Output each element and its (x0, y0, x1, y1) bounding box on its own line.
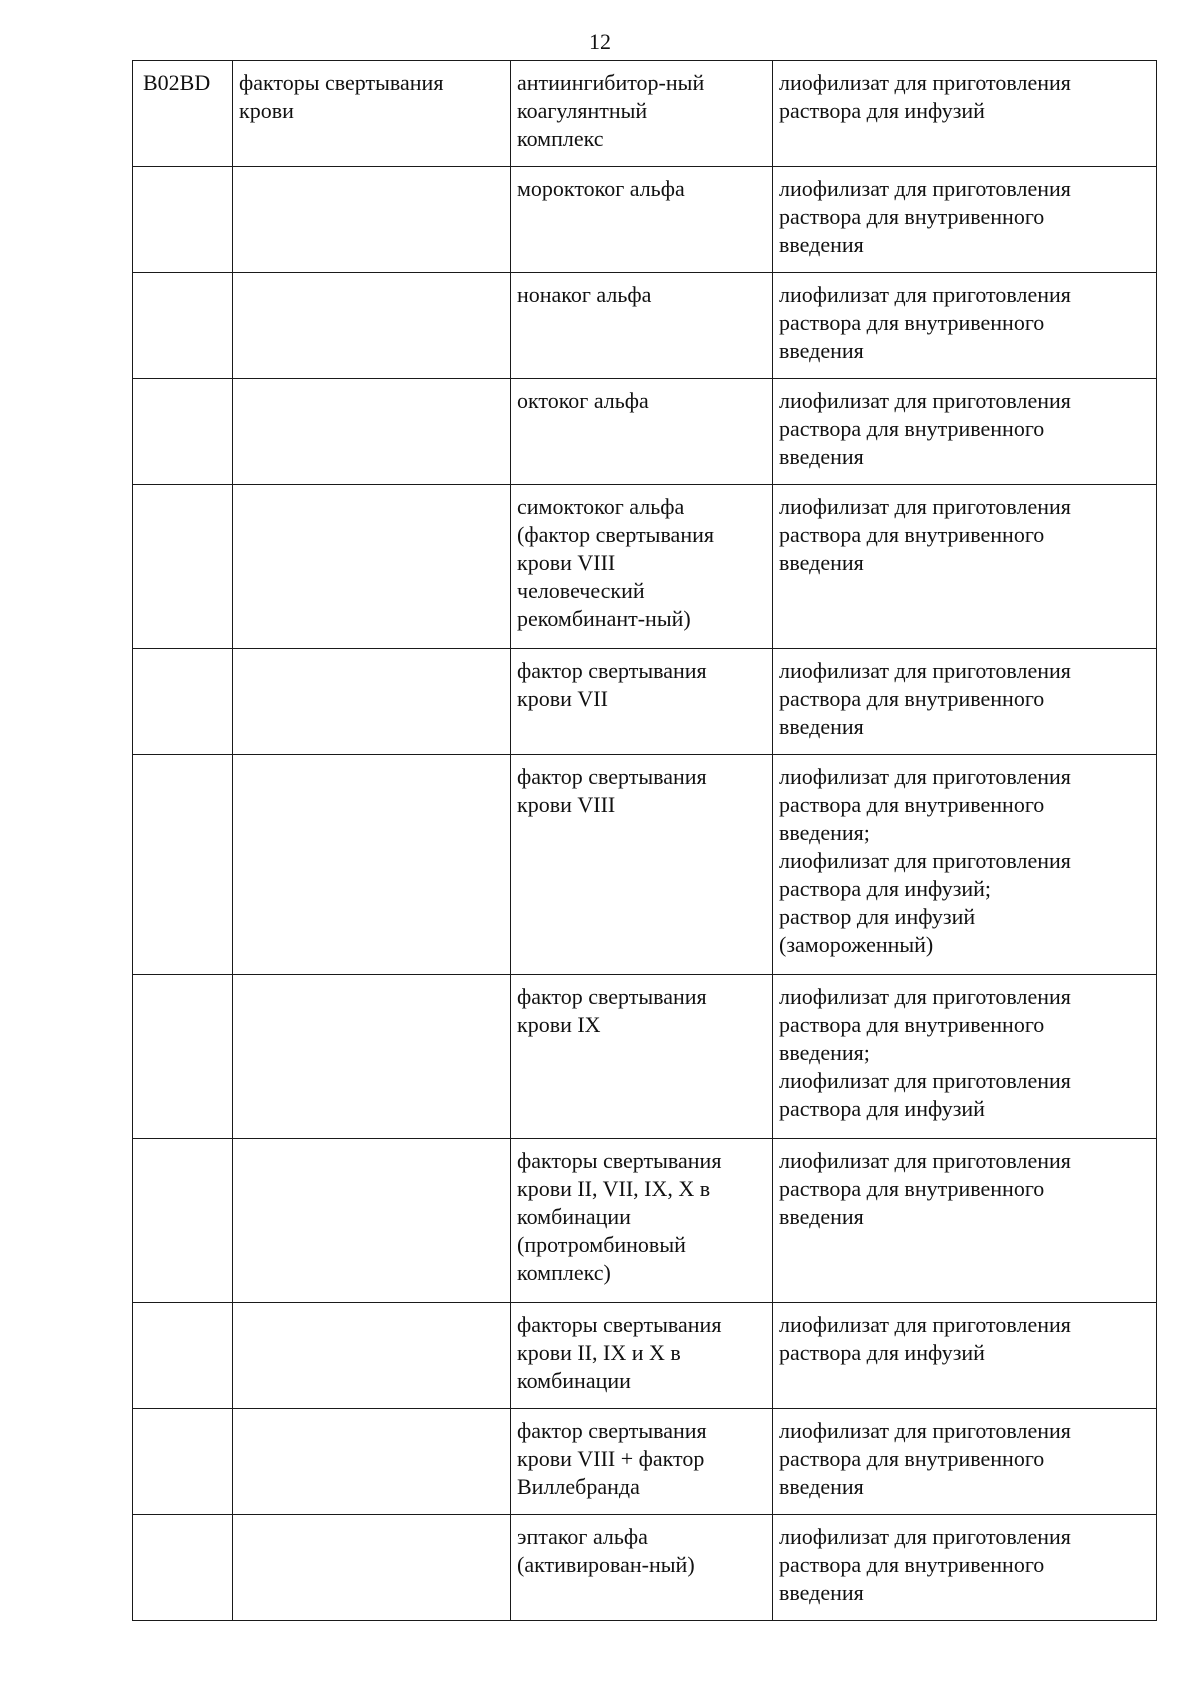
drug-name-cell (511, 1409, 773, 1515)
drug-name-line: Виллебранда (517, 1474, 640, 1499)
atc-code: B02BD (143, 70, 211, 95)
dosage-form-cell (773, 273, 1157, 379)
table-row (133, 273, 1157, 379)
dosage-form-cell (773, 649, 1157, 755)
dosage-form-line: лиофилизат для приготовления (779, 1148, 1071, 1173)
dosage-form-line: лиофилизат для приготовления (779, 1524, 1071, 1549)
dosage-form-line: введения; (779, 1040, 870, 1065)
drug-name-cell (511, 1515, 773, 1621)
dosage-form-cell (773, 975, 1157, 1139)
table-row (133, 379, 1157, 485)
pharmacological-group-cell (233, 649, 511, 755)
atc-code-cell (133, 649, 233, 755)
drug-name-line: фактор свертывания (517, 984, 707, 1009)
dosage-form-cell (773, 485, 1157, 649)
drug-name-line: эптаког альфа (517, 1524, 648, 1549)
pharmacological-group-cell (233, 1515, 511, 1621)
drug-name-line: октоког альфа (517, 388, 649, 413)
dosage-form-line: лиофилизат для приготовления (779, 1418, 1071, 1443)
dosage-form-line: раствора для внутривенного (779, 1012, 1045, 1037)
drug-table-body (133, 61, 1157, 1621)
drug-name-line: (активирован-ный) (517, 1552, 695, 1577)
table-row (133, 755, 1157, 975)
atc-code-cell (133, 485, 233, 649)
pharmacological-group-cell (233, 1303, 511, 1409)
atc-code-cell (133, 1515, 233, 1621)
pharmacological-group-cell (233, 1409, 511, 1515)
dosage-form-line: лиофилизат для приготовления (779, 1312, 1071, 1337)
dosage-form-line: лиофилизат для приготовления (779, 1068, 1071, 1093)
dosage-form-line: раствора для внутривенного (779, 686, 1045, 711)
drug-name-line: антиингибитор-ный (517, 70, 705, 95)
table-row (133, 1409, 1157, 1515)
pharmacological-group-cell (233, 379, 511, 485)
drug-name-line: крови II, IX и X в (517, 1340, 681, 1365)
dosage-form-line: раствора для внутривенного (779, 1552, 1045, 1577)
table-row (133, 1303, 1157, 1409)
dosage-form-cell (773, 1139, 1157, 1303)
dosage-form-line: лиофилизат для приготовления (779, 388, 1071, 413)
dosage-form-line: раствор для инфузий (779, 904, 976, 929)
atc-code-cell (133, 1139, 233, 1303)
dosage-form-cell (773, 1515, 1157, 1621)
drug-name-cell (511, 975, 773, 1139)
dosage-form-line: введения (779, 1580, 864, 1605)
dosage-form-line: лиофилизат для приготовления (779, 282, 1071, 307)
pharmacological-group-line: факторы свертывания (239, 70, 444, 95)
dosage-form-line: лиофилизат для приготовления (779, 984, 1071, 1009)
atc-code-cell (133, 1303, 233, 1409)
drug-name-cell (511, 273, 773, 379)
drug-table (132, 60, 1157, 1621)
table-row (133, 167, 1157, 273)
drug-name-line: крови VIII (517, 792, 616, 817)
dosage-form-line: введения (779, 232, 864, 257)
pharmacological-group-cell (233, 61, 511, 167)
table-row (133, 649, 1157, 755)
dosage-form-line: введения (779, 714, 864, 739)
drug-name-cell (511, 485, 773, 649)
dosage-form-line: введения; (779, 820, 870, 845)
dosage-form-line: лиофилизат для приготовления (779, 176, 1071, 201)
dosage-form-cell (773, 755, 1157, 975)
drug-name-line: коагулянтный (517, 98, 648, 123)
pharmacological-group-cell (233, 167, 511, 273)
atc-code-cell (133, 61, 233, 167)
pharmacological-group-cell (233, 485, 511, 649)
dosage-form-cell (773, 1409, 1157, 1515)
dosage-form-line: раствора для инфузий (779, 1340, 985, 1365)
dosage-form-line: раствора для внутривенного (779, 416, 1045, 441)
dosage-form-line: лиофилизат для приготовления (779, 494, 1071, 519)
drug-name-line: факторы свертывания (517, 1312, 722, 1337)
drug-name-line: комбинации (517, 1204, 631, 1229)
drug-name-line: человеческий (517, 578, 645, 603)
atc-code-cell (133, 975, 233, 1139)
atc-code-cell (133, 1409, 233, 1515)
drug-name-line: симоктоког альфа (517, 494, 685, 519)
dosage-form-line: лиофилизат для приготовления (779, 764, 1071, 789)
drug-name-line: крови IX (517, 1012, 601, 1037)
dosage-form-line: введения (779, 550, 864, 575)
atc-code-cell (133, 167, 233, 273)
table-row (133, 1515, 1157, 1621)
drug-name-line: фактор свертывания (517, 658, 707, 683)
drug-name-line: фактор свертывания (517, 764, 707, 789)
drug-name-cell (511, 61, 773, 167)
dosage-form-line: введения (779, 1474, 864, 1499)
drug-name-cell (511, 649, 773, 755)
dosage-form-line: раствора для инфузий; (779, 876, 992, 901)
dosage-form-line: введения (779, 338, 864, 363)
dosage-form-cell (773, 167, 1157, 273)
drug-name-cell (511, 379, 773, 485)
table-row (133, 61, 1157, 167)
pharmacological-group-cell (233, 975, 511, 1139)
drug-name-line: крови II, VII, IX, X в (517, 1176, 711, 1201)
dosage-form-cell (773, 1303, 1157, 1409)
drug-name-line: (фактор свертывания (517, 522, 714, 547)
dosage-form-line: раствора для внутривенного (779, 1446, 1045, 1471)
drug-name-cell (511, 755, 773, 975)
drug-name-line: нонаког альфа (517, 282, 652, 307)
pharmacological-group-cell (233, 1139, 511, 1303)
drug-name-line: крови VII (517, 686, 608, 711)
table-row (133, 975, 1157, 1139)
dosage-form-cell (773, 379, 1157, 485)
dosage-form-line: введения (779, 1204, 864, 1229)
dosage-form-cell (773, 61, 1157, 167)
pharmacological-group-line: крови (239, 98, 294, 123)
atc-code-cell (133, 273, 233, 379)
dosage-form-line: лиофилизат для приготовления (779, 658, 1071, 683)
dosage-form-line: раствора для внутривенного (779, 1176, 1045, 1201)
atc-code-cell (133, 755, 233, 975)
dosage-form-line: раствора для внутривенного (779, 204, 1045, 229)
drug-name-line: комбинации (517, 1368, 631, 1393)
drug-name-line: комплекс) (517, 1260, 611, 1285)
atc-code-cell (133, 379, 233, 485)
drug-name-line: крови VIII + фактор (517, 1446, 705, 1471)
dosage-form-line: раствора для внутривенного (779, 522, 1045, 547)
pharmacological-group-cell (233, 273, 511, 379)
dosage-form-line: (замороженный) (779, 932, 934, 957)
pharmacological-group-cell (233, 755, 511, 975)
dosage-form-line: лиофилизат для приготовления (779, 848, 1071, 873)
drug-name-line: крови VIII (517, 550, 616, 575)
drug-name-line: фактор свертывания (517, 1418, 707, 1443)
dosage-form-line: раствора для внутривенного (779, 792, 1045, 817)
drug-name-line: мороктоког альфа (517, 176, 685, 201)
drug-name-line: факторы свертывания (517, 1148, 722, 1173)
drug-name-cell (511, 1139, 773, 1303)
dosage-form-line: введения (779, 444, 864, 469)
dosage-form-line: раствора для инфузий (779, 1096, 985, 1121)
drug-name-line: рекомбинант-ный) (517, 606, 691, 631)
dosage-form-line: раствора для внутривенного (779, 310, 1045, 335)
table-row (133, 485, 1157, 649)
drug-name-cell (511, 1303, 773, 1409)
table-row (133, 1139, 1157, 1303)
dosage-form-line: раствора для инфузий (779, 98, 985, 123)
drug-name-line: комплекс (517, 126, 604, 151)
drug-name-line: (протромбиновый (517, 1232, 686, 1257)
dosage-form-line: лиофилизат для приготовления (779, 70, 1071, 95)
drug-name-cell (511, 167, 773, 273)
page-number: 12 (589, 29, 611, 54)
